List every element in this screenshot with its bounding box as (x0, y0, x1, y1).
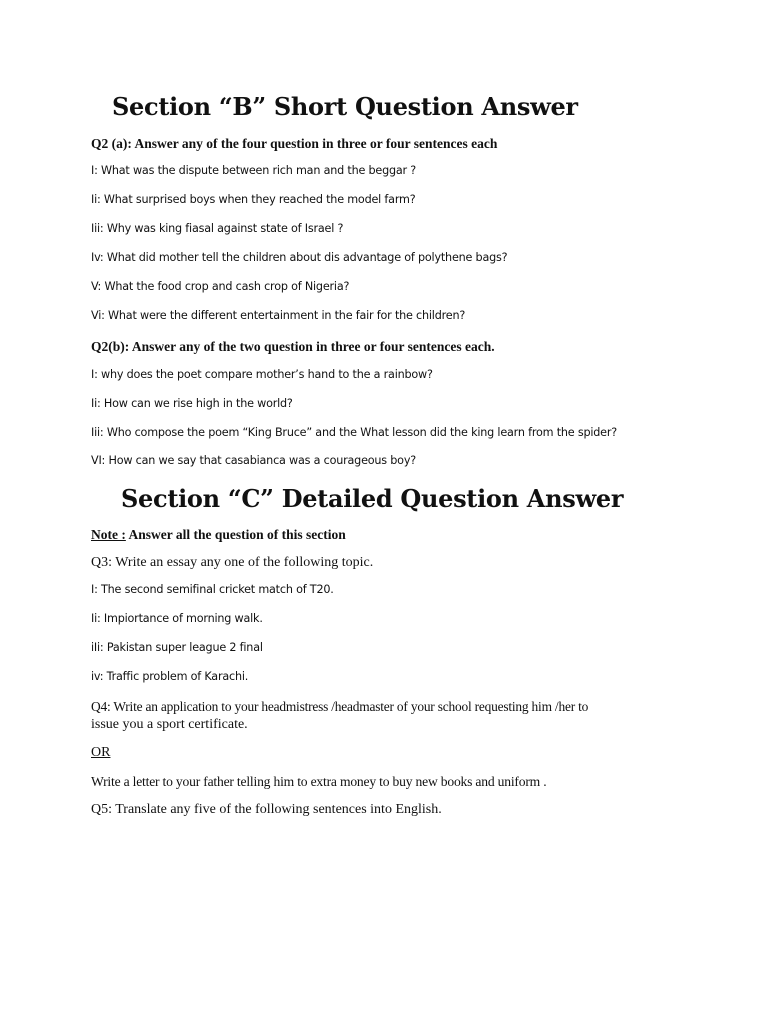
q2b-item-2: Ii: How can we rise high in the world? (91, 397, 293, 410)
note-label: Note : (91, 527, 126, 542)
q2a-item-4: Iv: What did mother tell the children about dis advantage of polythene bags? (91, 251, 508, 264)
q2a-instruction: Answer any of the four question in three or four sentences each (131, 136, 498, 151)
note-text: Answer all the question of this section (125, 527, 346, 542)
q3-item-1: I: The second semifinal cricket match of T20. (91, 583, 334, 596)
q2b-item-1: I: why does the poet compare mother’s hand to the a rainbow? (91, 368, 433, 381)
q2a-item-6: Vi: What were the different entertainment in the fair for the children? (91, 309, 466, 322)
q3-item-3: iIi: Pakistan super league 2 final (91, 641, 263, 654)
q2b-item-3: Iii: Who compose the poem “King Bruce” and the What lesson did the king learn from the spider? (91, 426, 617, 439)
q4-question-line-2: issue you a sport certificate. (91, 717, 248, 732)
q4-alternative: Write a letter to your father telling him to extra money to buy new books and uniform . (91, 774, 547, 789)
q2b-label: Q2(b): (91, 339, 130, 354)
section-c-heading: Section “C” Detailed Question Answer (121, 484, 624, 513)
q2b-instruction: Answer any of the two question in three or four sentences each. (129, 339, 495, 354)
q2a-item-3: Iii: Why was king fiasal against state of Israel ? (91, 222, 344, 235)
section-b-heading: Section “B” Short Question Answer (112, 92, 578, 121)
q2a-item-2: Ii: What surprised boys when they reached the model farm? (91, 193, 416, 206)
q4-or-divider: OR (91, 745, 111, 760)
q5-question: Q5: Translate any five of the following sentences into English. (91, 802, 442, 817)
q2a-item-1: I: What was the dispute between rich man and the beggar ? (91, 164, 417, 177)
q2a-question (91, 136, 497, 152)
q3-question: Q3: Write an essay any one of the following topic. (91, 555, 374, 570)
q2b-item-4: VI: How can we say that casabianca was a courageous boy? (91, 454, 416, 467)
q3-item-2: Ii: Impiortance of morning walk. (91, 612, 263, 625)
section-c-note (91, 527, 346, 543)
q3-item-4: iv: Traffic problem of Karachi. (91, 670, 249, 683)
q2a-item-5: V: What the food crop and cash crop of Nigeria? (91, 280, 350, 293)
q2b-question (91, 339, 495, 355)
q4-question-line-1: Q4: Write an application to your headmistress /headmaster of your school requesting him /her to (91, 699, 589, 714)
q2a-label: Q2 (a): (91, 136, 132, 151)
